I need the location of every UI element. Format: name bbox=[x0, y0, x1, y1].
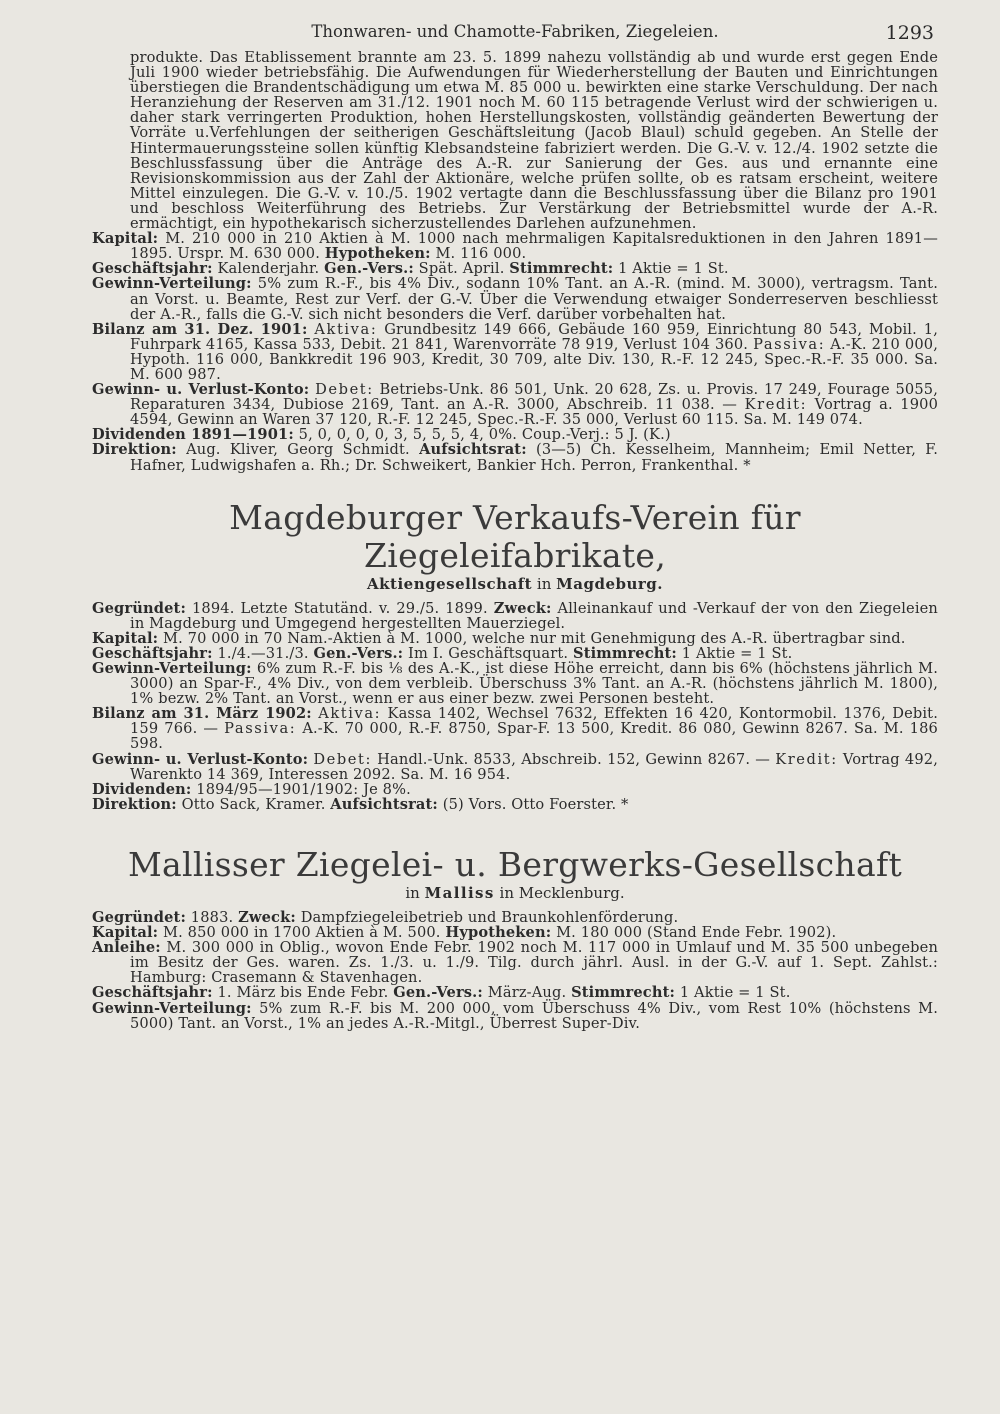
aktiva-text: Grundbesitz 149 666, Gebäude 160 959, Einrichtung 80 543, Mobil. 1, Fuhrpark 4165, Kassa 533, Debit. 21 841, Warenvorräte 78 919, Verlust 104 360. bbox=[130, 320, 938, 353]
gewinnverteilung-text: 5% zum R.-F., bis 4% Div., sodann 10% Tant. an A.-R. (mind. M. 3000), vertragsm. Tant. an Vorst. u. Beamte, Rest zur Verf. der G.-V. Über die Verwendung etwaiger Sonderreserven beschliesst der A.-R., falls die G.-V. sich nicht besonders die Verf. darüber vorbehalten hat. bbox=[130, 275, 938, 323]
stimmrecht-label: Stimmrecht: bbox=[571, 984, 676, 1002]
gewinnverteilung-label: Gewinn-Verteilung: bbox=[92, 660, 252, 677]
direktion-entry bbox=[92, 442, 938, 472]
passiva-text: A.-K. 210 000, Hypoth. 116 000, Bankkredit 196 903, Kredit, 30 709, alte Div. 130, R.-F. 12 245, Spec.-R.-F. 35 000. Sa. M. 600 987. bbox=[130, 335, 938, 383]
kapital-label: Kapital: bbox=[92, 629, 159, 647]
zweck-label: Zweck: bbox=[493, 599, 552, 617]
aufsichtsrat-text: (5) Vors. Otto Foerster. * bbox=[442, 795, 629, 813]
genvers-text: März-Aug. bbox=[487, 984, 567, 1002]
zweck-label: Zweck: bbox=[238, 908, 296, 926]
kapital-entry bbox=[92, 631, 938, 646]
aufsichtsrat-label: Aufsichtsrat: bbox=[330, 795, 438, 813]
bilanz-entry bbox=[92, 322, 938, 382]
kredit-label: Kredit: bbox=[744, 396, 808, 414]
gewinnverteilung-entry bbox=[92, 1001, 938, 1031]
bilanz-label: Bilanz am 31. März 1902: bbox=[92, 705, 312, 723]
bilanz-entry bbox=[92, 706, 938, 751]
aktiva-text: Kassa 1402, Wechsel 7632, Effekten 16 420, Kontormobil. 1376, Debit. 159 766. — bbox=[130, 705, 938, 738]
direktion-text: Aug. Kliver, Georg Schmidt. bbox=[186, 441, 410, 459]
anleihe-text: M. 300 000 in Oblig., wovon Ende Febr. 1902 noch M. 117 000 in Umlauf und M. 35 500 unbegeben im Besitz der Ges. waren. Zs. 1./3. u. 1./9. Tilg. durch jährl. Ausl. in der G.-V. auf 1. Sept. Zahlst.: Hamburg: Crasemann & Stavenhagen. bbox=[130, 939, 939, 987]
stimmrecht-label: Stimmrecht: bbox=[509, 260, 614, 278]
gewinnverteilung-text: 6% zum R.-F. bis ⅛ des A.-K., ist diese Höhe erreicht, dann bis 6% (höchstens jährlich M. 3000) an Spar-F., 4% Div., von dem verbleib. Überschuss 3% Tant. an A.-R. (höchstens jährlich M. 1800), 1% bezw. 2% Tant. an Vorst., wenn er aus einer bezw. zwei Personen besteht. bbox=[130, 660, 938, 708]
kredit-label: Kredit: bbox=[775, 750, 838, 768]
guv-label: Gewinn- u. Verlust-Konto: bbox=[92, 750, 309, 768]
kredit-text: Vortrag a. 1900 4594, Gewinn an Waren 37 120, R.-F. 12 245, Spec.-R.-F. 35 000, Verlust 60 115. Sa. M. 149 074. bbox=[130, 396, 939, 429]
gegruendet-entry bbox=[92, 910, 938, 925]
kredit-text: Vortrag 492, Warenkto 14 369, Interessen 2092. Sa. M. 16 954. bbox=[130, 750, 939, 783]
aktiva-label: Aktiva: bbox=[314, 320, 378, 338]
direktion-label: Direktion: bbox=[92, 795, 177, 813]
anleihe-entry bbox=[92, 940, 938, 985]
gegruendet-label: Gegründet: bbox=[92, 599, 186, 617]
direktion-label: Direktion: bbox=[92, 441, 177, 459]
direktion-text: Otto Sack, Kramer. bbox=[181, 795, 326, 813]
company-type: Aktiengesellschaft bbox=[367, 574, 533, 593]
kapital-text: M. 70 000 in 70 Nam.-Aktien à M. 1000, welche nur mit Genehmigung des A.-R. übertragbar sind. bbox=[163, 629, 906, 647]
aufsichtsrat-label: Aufsichtsrat: bbox=[419, 441, 527, 459]
genvers-label: Gen.-Vers.: bbox=[393, 984, 483, 1002]
kapital-label: Kapital: bbox=[92, 230, 159, 248]
running-header bbox=[92, 22, 938, 50]
geschaeftsjahr-text: 1. März bis Ende Febr. bbox=[217, 984, 389, 1002]
stimmrecht-text: 1 Aktie = 1 St. bbox=[618, 260, 729, 278]
kapital-label: Kapital: bbox=[92, 924, 159, 942]
subtitle-in: in bbox=[536, 574, 552, 593]
gewinnverteilung-text: 5% zum R.-F. bis M. 200 000, vom Überschuss 4% Div., vom Rest 10% (höchstens M. 5000) Tant. an Vorst., 1% an jedes A.-R.-Mitgl., Überrest Super-Div. bbox=[130, 999, 938, 1032]
hypotheken-text: M. 180 000 (Stand Ende Febr. 1902). bbox=[556, 924, 837, 942]
kapital-entry bbox=[92, 231, 938, 261]
gewinnverteilung-label: Gewinn-Verteilung: bbox=[92, 999, 252, 1017]
guv-entry bbox=[92, 752, 938, 782]
debet-label: Debet: bbox=[313, 750, 373, 768]
section-magdeburger-verkaufs-verein bbox=[92, 499, 938, 812]
dividenden-label: Dividenden 1891—1901: bbox=[92, 426, 294, 444]
geschaeftsjahr-entry bbox=[92, 261, 938, 276]
kapital-text: M. 210 000 in 210 Aktien à M. 1000 nach mehrmaligen Kapitalsreduktionen in den Jahren 1891—1895. Urspr. M. 630 000. bbox=[130, 230, 938, 263]
kapital-entry bbox=[92, 925, 938, 940]
bilanz-label: Bilanz am 31. Dez. 1901: bbox=[92, 320, 308, 338]
company-title: Magdeburger Verkaufs-Verein für Ziegeleifabrikate, bbox=[229, 497, 801, 575]
direktion-entry bbox=[92, 797, 938, 812]
running-title: Thonwaren- und Chamotte-Fabriken, Ziegeleien. bbox=[311, 22, 719, 41]
gegruendet-text: 1883. bbox=[190, 908, 234, 926]
debet-label: Debet: bbox=[315, 381, 374, 399]
genvers-text: Spät. April. bbox=[418, 260, 505, 278]
genvers-label: Gen.-Vers.: bbox=[313, 644, 404, 662]
passiva-text: A.-K. 70 000, R.-F. 8750, Spar-F. 13 500, Kredit. 86 080, Gewinn 8267. Sa. M. 186 598. bbox=[130, 720, 938, 753]
section-continuation bbox=[92, 50, 938, 473]
geschaeftsjahr-text: Kalenderjahr. bbox=[217, 260, 320, 278]
hypotheken-label: Hypotheken: bbox=[445, 924, 552, 942]
aufsichtsrat-text: (3—5) Ch. Kesselheim, Mannheim; Emil Netter, F. Hafner, Ludwigshafen a. Rh.; Dr. Schweikert, Bankier Hch. Perron, Frankenthal. * bbox=[130, 441, 939, 474]
dividenden-entry bbox=[92, 782, 938, 797]
hypotheken-label: Hypotheken: bbox=[324, 245, 431, 263]
geschaeftsjahr-label: Geschäftsjahr: bbox=[92, 644, 213, 662]
stimmrecht-text: 1 Aktie = 1 St. bbox=[681, 644, 793, 662]
guv-entry bbox=[92, 382, 938, 427]
geschaeftsjahr-label: Geschäftsjahr: bbox=[92, 984, 213, 1002]
debet-text: Betriebs-Unk. 86 501, Unk. 20 628, Zs. u. Provis. 17 249, Fourage 5055, Reparaturen 3434, Dubiose 2169, Tant. an A.-R. 3000, Abschreib. 11 038. — bbox=[130, 381, 938, 414]
company-location: Magdeburg. bbox=[556, 574, 663, 593]
geschaeftsjahr-text: 1./4.—31./3. bbox=[217, 644, 309, 662]
gewinnverteilung-entry bbox=[92, 276, 938, 321]
section-mallisser-ziegelei bbox=[92, 846, 938, 1031]
aktiva-label: Aktiva: bbox=[318, 705, 382, 723]
dividenden-text: 5, 0, 0, 0, 0, 3, 5, 5, 5, 4, 0%. Coup.-Verj.: 5 J. (K.) bbox=[298, 426, 671, 444]
debet-text: Handl.-Unk. 8533, Abschreib. 152, Gewinn 8267. — bbox=[377, 750, 771, 768]
genvers-text: Im I. Geschäftsquart. bbox=[408, 644, 569, 662]
company-title: Mallisser Ziegelei- u. Bergwerks-Gesellschaft bbox=[127, 844, 903, 884]
hypotheken-text: M. 116 000. bbox=[435, 245, 527, 263]
passiva-label: Passiva: bbox=[224, 720, 297, 738]
gegruendet-label: Gegründet: bbox=[92, 908, 186, 926]
kapital-text: M. 850 000 in 1700 Aktien à M. 500. bbox=[163, 924, 441, 942]
zweck-text: Dampfziegeleibetrieb und Braunkohlenförderung. bbox=[300, 908, 679, 926]
passiva-label: Passiva: bbox=[753, 335, 826, 353]
anleihe-label: Anleihe: bbox=[92, 939, 161, 957]
company-subtitle bbox=[92, 575, 938, 593]
company-location: Malliss bbox=[424, 883, 495, 902]
gegruendet-entry bbox=[92, 601, 938, 631]
dividenden-text: 1894/95—1901/1902: Je 8%. bbox=[196, 780, 411, 798]
gegruendet-text: 1894. Letzte Statutänd. v. 29./5. 1899. bbox=[191, 599, 488, 617]
dividenden-entry bbox=[92, 427, 938, 442]
page-number: 1293 bbox=[885, 22, 934, 44]
stimmrecht-label: Stimmrecht: bbox=[573, 644, 677, 662]
geschaeftsjahr-label: Geschäftsjahr: bbox=[92, 260, 213, 278]
geschaeftsjahr-entry bbox=[92, 985, 938, 1000]
genvers-label: Gen.-Vers.: bbox=[324, 260, 414, 278]
gewinnverteilung-label: Gewinn-Verteilung: bbox=[92, 275, 252, 293]
subtitle-in: in bbox=[405, 883, 420, 902]
dividenden-label: Dividenden: bbox=[92, 780, 192, 798]
gewinnverteilung-entry bbox=[92, 661, 938, 706]
subtitle-region: in Mecklenburg. bbox=[499, 883, 625, 902]
geschaeftsjahr-entry bbox=[92, 646, 938, 661]
guv-label: Gewinn- u. Verlust-Konto: bbox=[92, 381, 310, 399]
zweck-text: Alleinankauf und -Verkauf der von den Ziegeleien in Magdeburg und Umgegend hergestellten Mauerziegel. bbox=[130, 599, 938, 632]
company-subtitle bbox=[92, 884, 938, 902]
intro-paragraph: produkte. Das Etablissement brannte am 23. 5. 1899 nahezu vollständig ab und wurde erst gegen Ende Juli 1900 wieder betriebsfähig. Die Aufwendungen für Wiederherstellung der Bauten und Einrichtungen überstiegen die Brandentschädigung um etwa M. 85 000 u. bewirkten eine starke Verschuldung. Der nach Heranziehung der Reserven am 31./12. 1901 noch M. 60 115 betragende Verlust wird der schwierigen u. daher stark verringerten Produktion, hohen Herstellungskosten, vollständig geänderten Bewertung der Vorräte u.Verfehlungen der seitherigen Geschäftsleitung (Jacob Blaul) schuld gegeben. An Stelle der Hintermauerungssteine sollen künftig Klebsandsteine fabriziert werden. Die G.-V. v. 12./4. 1902 setzte die Beschlussfassung über die Anträge des A.-R. zur Sanierung der Ges. aus und ernannte eine Revisionskommission aus der Zahl der Aktionäre, welche prüfen sollte, ob es ratsam erscheint, weitere Mittel einzulegen. Die G.-V. v. 10./5. 1902 vertagte dann die Beschlussfassung über die Bilanz pro 1901 und beschloss Weiterführung des Betriebs. Zur Verstärkung der Betriebsmittel wurde der A.-R. ermächtigt, ein hypothekarisch sicherzustellendes Darlehen aufzunehmen. bbox=[130, 49, 938, 233]
stimmrecht-text: 1 Aktie = 1 St. bbox=[679, 984, 791, 1002]
